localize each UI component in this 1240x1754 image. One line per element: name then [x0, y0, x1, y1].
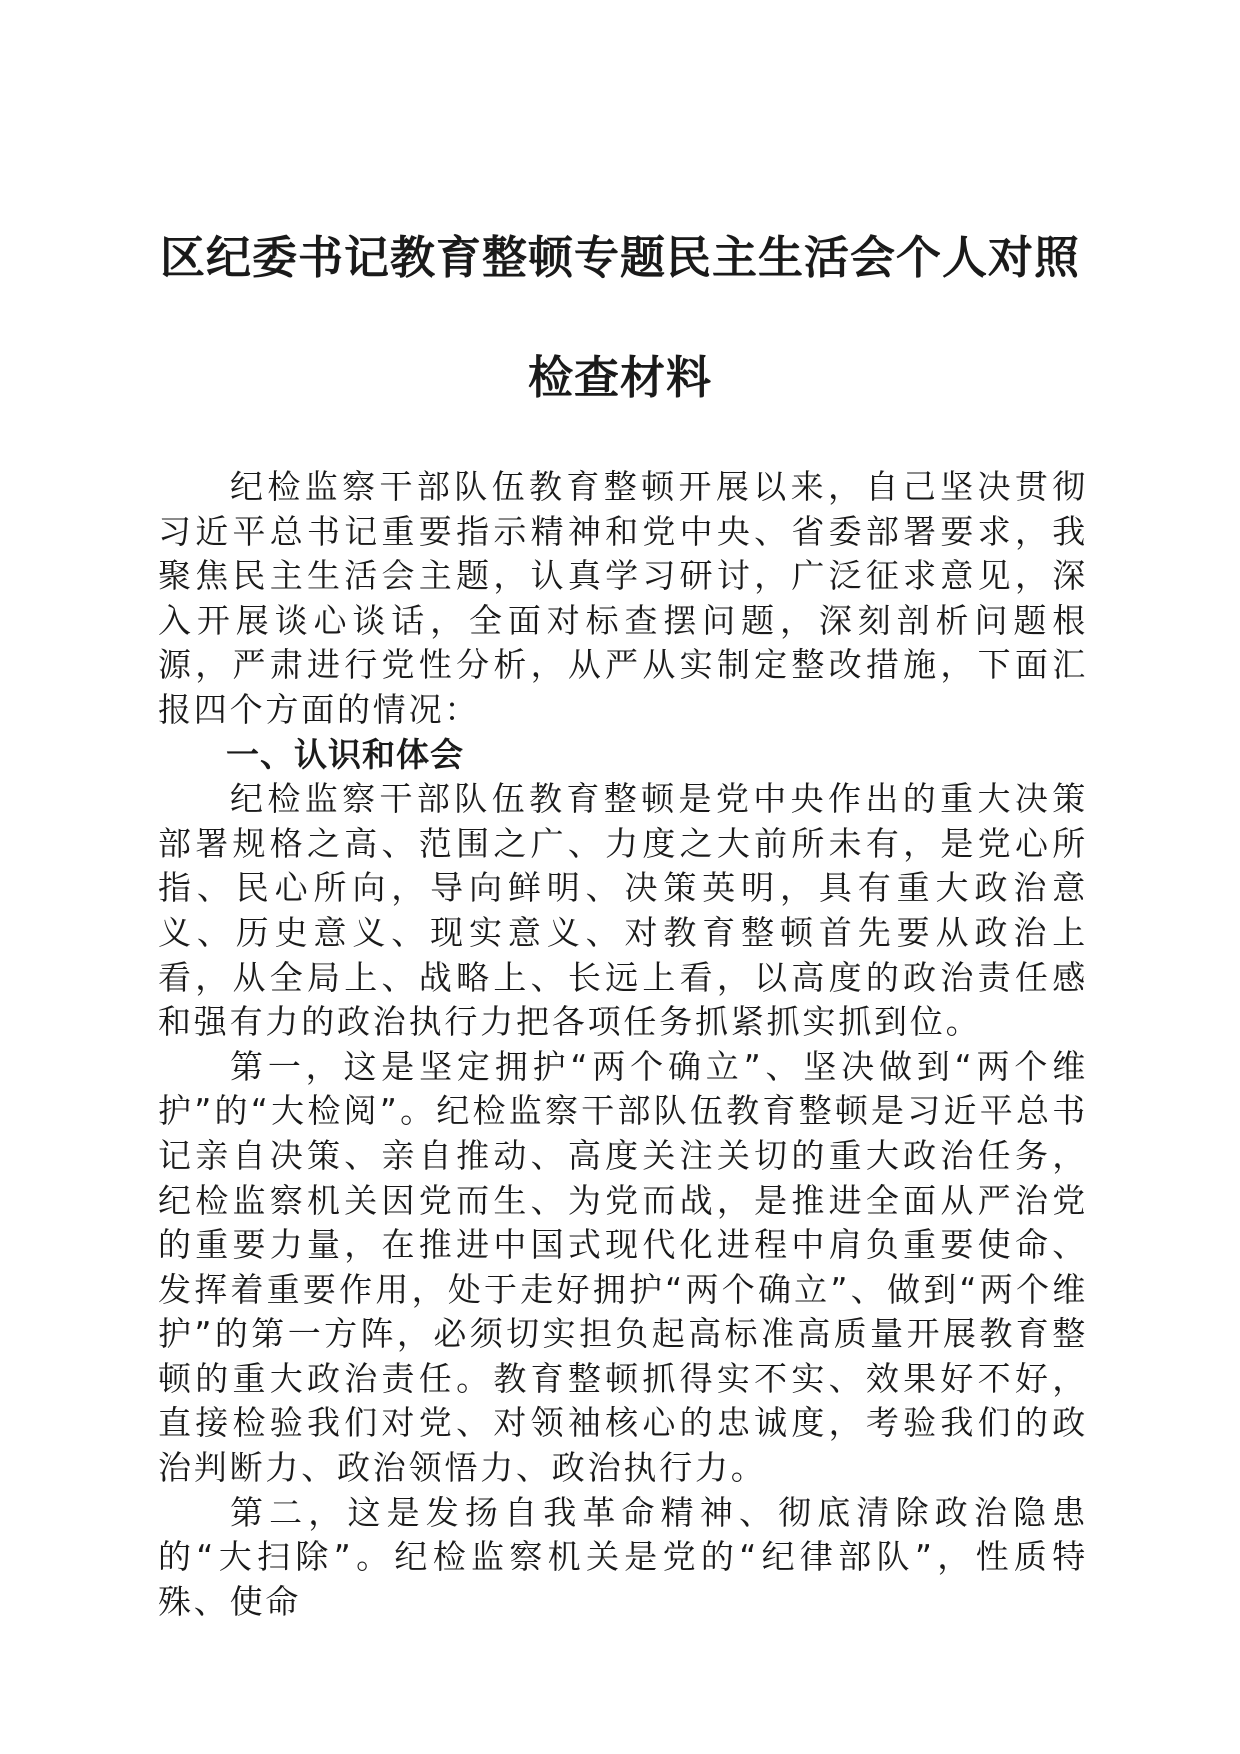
section-heading: 一、认识和体会 — [226, 734, 464, 774]
document-title-line-2: 检查材料 — [527, 351, 712, 404]
body-paragraph: 第二，这是发扬自我革命精神、彻底清除政治隐患的“大扫除”。纪检监察机关是党的“纪律部队”，性质特殊、使命 — [158, 1492, 1088, 1621]
intro-paragraph: 纪检监察干部队伍教育整顿开展以来，自己坚决贯彻习近平总书记重要指示精神和党中央、省委部署要求，我聚焦民主生活会主题，认真学习研讨，广泛征求意见，深入开展谈心谈话，全面对标查摆问题，深刻剖析问题根源，严肃进行党性分析，从严从实制定整改措施，下面汇报四个方面的情况： — [158, 467, 1088, 729]
document-title-line-1: 区纪委书记教育整顿专题民主生活会个人对照 — [159, 231, 1080, 284]
body-paragraph: 纪检监察干部队伍教育整顿是党中央作出的重大决策部署规格之高、范围之广、力度之大前所未有，是党心所指、民心所向，导向鲜明、决策英明，具有重大政治意义、历史意义、现实意义、对教育整顿首先要从政治上看，从全局上、战略上、长远上看，以高度的政治责任感和强有力的政治执行力把各项任务抓紧抓实抓到位。 — [158, 779, 1088, 1042]
document-body — [158, 465, 1088, 1624]
body-paragraph: 第一，这是坚定拥护“两个确立”、坚决做到“两个维护”的“大检阅”。纪检监察干部队伍教育整顿是习近平总书记亲自决策、亲自推动、高度关注关切的重大政治任务，纪检监察机关因党而生、为党而战，是推进全面从严治党的重要力量，在推进中国式现代化进程中肩负重要使命、发挥着重要作用，处于走好拥护“两个确立”、做到“两个维护”的第一方阵，必须切实担负起高标准高质量开展教育整顿的重大政治责任。教育整顿抓得实不实、效果好不好，直接检验我们对党、对领袖核心的忠诚度，考验我们的政治判断力、政治领悟力、政治执行力。 — [158, 1046, 1088, 1488]
